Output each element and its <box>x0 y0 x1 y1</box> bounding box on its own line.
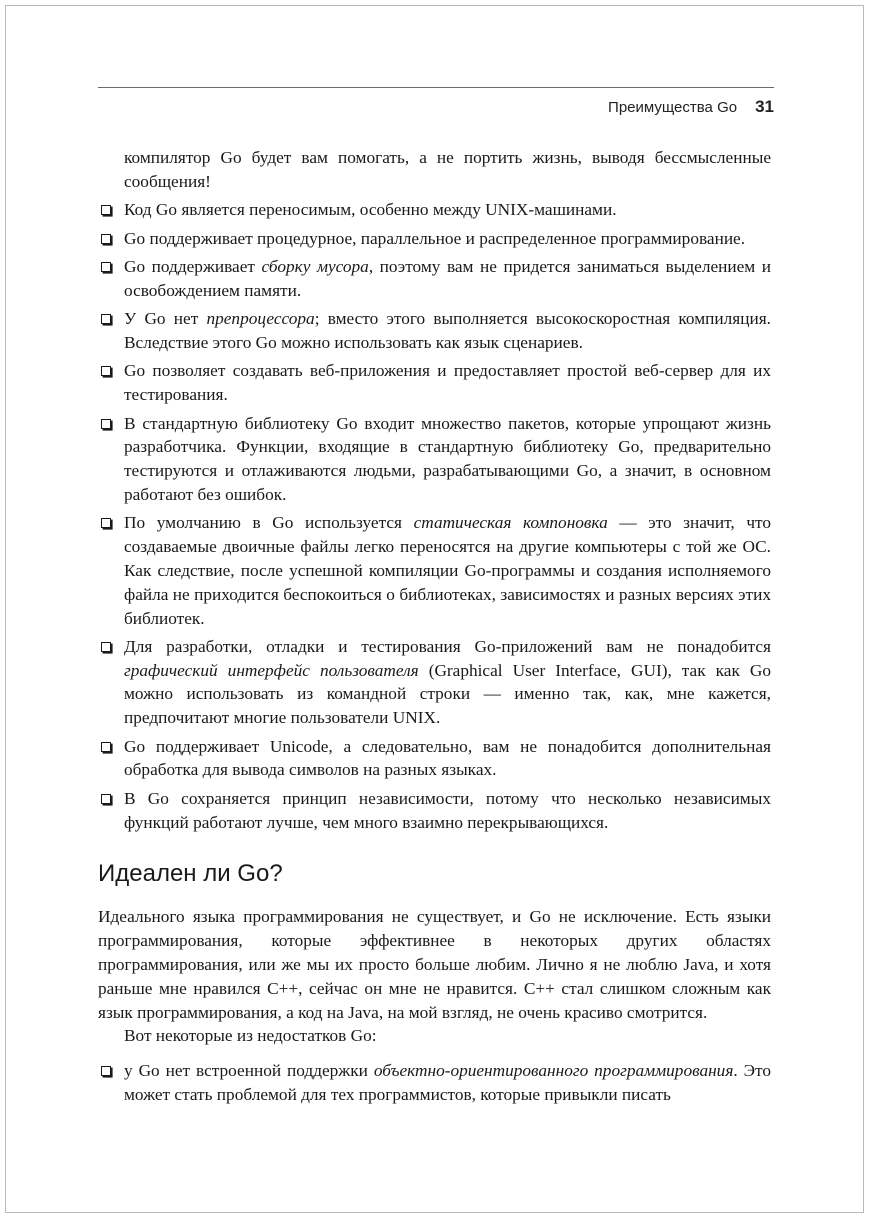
list-item-text: Go позволяет создавать веб-приложения и предоставляет простой веб-сервер для их тестирования. <box>124 361 771 405</box>
checkbox-bullet-icon <box>101 366 111 376</box>
page-number: 31 <box>755 97 774 116</box>
checkbox-bullet-icon <box>101 205 111 215</box>
section-paragraph: Идеального языка программирования не существует, и Go не исключение. Есть языки программирования, которые эффективнее в некоторых других областях программирования, или же мы их просто больше любим. Лично я не люблю Java, и хотя раньше мне нравился C++, сейчас он мне не нравится. C++ стал слишком сложным как язык программирования, а код на Java, на мой взгляд, не очень красиво смотрится. <box>98 907 771 1022</box>
body-text <box>98 146 771 1107</box>
list-item <box>98 198 771 222</box>
list-item-text: ; вместо этого выполняется высокоскоростная компиляция. Вследствие этого Go можно использовать как язык сценариев. <box>124 309 771 352</box>
list-item-text: Go поддерживает процедурное, параллельное и распределенное программирование. <box>124 228 746 248</box>
running-header <box>98 87 774 117</box>
list-item-emphasis: статическая компоновка <box>413 513 608 533</box>
checkbox-bullet-icon <box>101 314 111 324</box>
section-heading: Идеален ли Go? <box>98 860 283 888</box>
list-item <box>98 227 771 251</box>
list-item-text: У Go нет <box>124 309 207 329</box>
list-item <box>98 635 771 730</box>
list-item <box>98 359 771 407</box>
checkbox-bullet-icon <box>101 234 111 244</box>
list-item-emphasis: сборку мусора <box>261 256 369 276</box>
list-item-text: В Go сохраняется принцип независимости, потому что несколько независимых функций работают лучше, чем много взаимно перекрывающихся. <box>124 788 771 832</box>
list-item-text: Для разработки, отладки и тестирования Go-приложений вам не понадобится <box>124 636 771 656</box>
list-item <box>98 412 771 507</box>
list-item-text: у Go нет встроенной поддержки <box>124 1061 374 1081</box>
list-item-emphasis: препроцессора <box>206 309 315 329</box>
book-page <box>5 5 864 1213</box>
list-item-text: (Graphical User Interface, GUI), так как Go можно использовать из командной строки — именно так, как, мне кажется, предпочитают многие пользователи UNIX. <box>124 660 771 728</box>
list-item-text: В стандартную библиотеку Go входит множество пакетов, которые упрощают жизнь разработчика. Функции, входящие в стандартную библиотеку Go, предварительно тестируются и отлаживаются людьми, разрабатывающими Go, а значит, в основном работают без ошибок. <box>124 413 771 504</box>
list-item <box>98 1059 771 1107</box>
checkbox-bullet-icon <box>101 518 111 528</box>
list-item <box>98 787 771 835</box>
list-item-text: По умолчанию в Go используется <box>124 513 414 533</box>
checkbox-bullet-icon <box>101 419 111 429</box>
section-lead: Вот некоторые из недостатков Go: <box>124 1026 377 1046</box>
continuation-text: компилятор Go будет вам помогать, а не портить жизнь, выводя бессмысленные сообщения! <box>124 148 771 191</box>
list-item-text: — это значит, что создаваемые двоичные файлы легко переносятся на другие компьютеры с той же ОС. Как следствие, после успешной компиляции Go-программы и создания исполняемого файла не приходится беспокоиться о библиотеках, зависимостях и разных версиях этих библиотек. <box>124 513 772 628</box>
list-item-text: Go поддерживает Unicode, а следовательно, вам не понадобится дополнительная обработка для вывода символов на разных языках. <box>124 736 771 780</box>
checkbox-bullet-icon <box>101 262 111 272</box>
list-item-text: Код Go является переносимым, особенно между UNIX-машинами. <box>124 200 617 220</box>
list-item-text: Go поддерживает <box>124 256 262 276</box>
list-item-emphasis: объектно-ориентированного программирования <box>373 1061 734 1081</box>
checkbox-bullet-icon <box>101 742 111 752</box>
list-item <box>98 735 771 783</box>
list-item <box>98 255 771 303</box>
list-item-emphasis: графический интерфейс пользователя <box>124 660 419 680</box>
list-item-text: . Это может стать проблемой для тех программистов, которые привыкли писать <box>124 1061 771 1105</box>
checkbox-bullet-icon <box>101 794 111 804</box>
list-item-text: , поэтому вам не придется заниматься выделением и освобождением памяти. <box>124 256 771 300</box>
running-header-title: Преимущества Go <box>608 99 738 116</box>
checkbox-bullet-icon <box>101 1066 111 1076</box>
list-item <box>98 511 771 630</box>
checkbox-bullet-icon <box>101 642 111 652</box>
list-item <box>98 307 771 355</box>
